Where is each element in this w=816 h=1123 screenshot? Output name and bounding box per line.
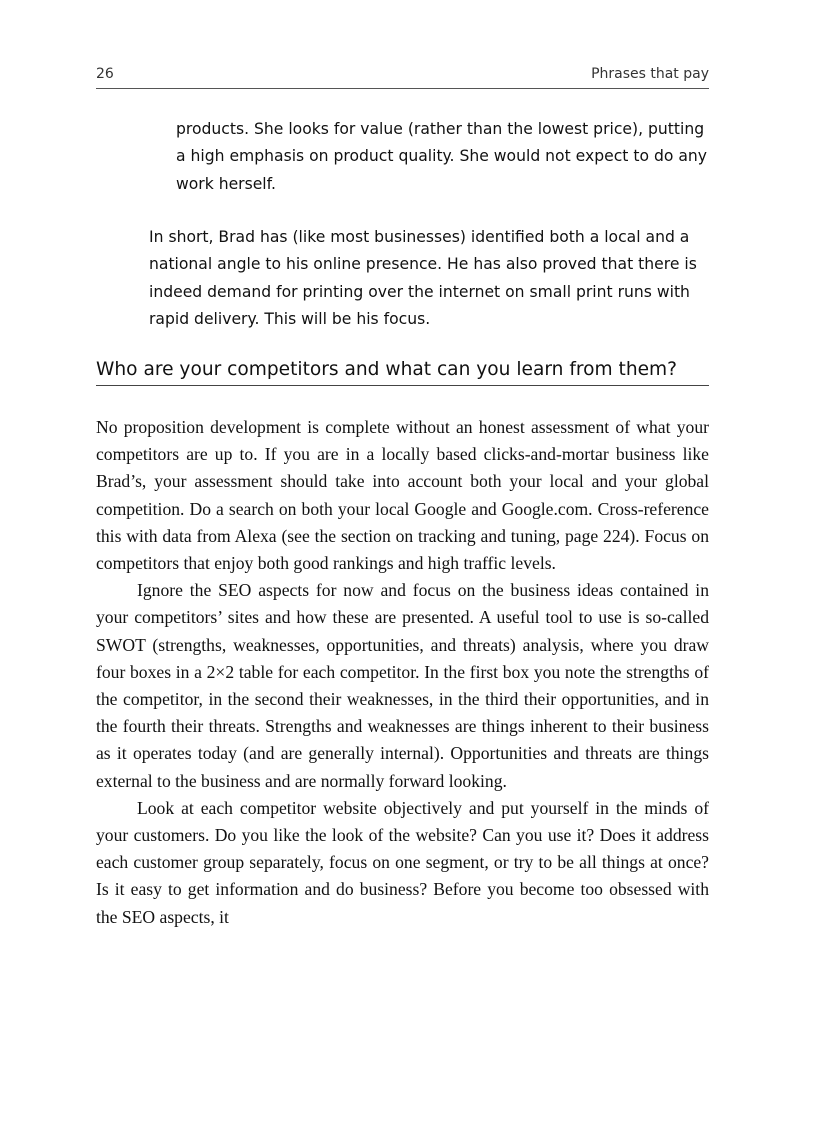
page-number: 26 <box>96 66 114 82</box>
body-paragraph-3: Look at each competitor website objectively and put yourself in the minds of your customers. Do you like the look of the website? Can you use it? Does it address each customer group separately, focus on one segment, or try to be all things at once? Is it easy to get information and do business? Before you become too obsessed with the SEO aspects, it <box>96 797 709 927</box>
body-paragraph-2: Ignore the SEO aspects for now and focus on the business ideas contained in your competitors’ sites and how these are presented. A useful tool to use is so-called SWOT (strengths, weaknesses, opportunities, and threats) analysis, where you draw four boxes in a 2×2 table for each competitor. In the first box you note the strengths of the competitor, in the second their weaknesses, in the third their opportunities, and in the fourth their threats. Strengths and weaknesses are things inherent to their business as it operates today (and are generally internal). Opportunities and threats are things external to the business and are normally forward looking. <box>96 580 709 791</box>
running-head <box>96 66 709 89</box>
indented-quote-continuation <box>176 116 716 198</box>
quote-outer-paragraph: In short, Brad has (like most businesses) identified both a local and a national angle to his online presence. He has also proved that there is indeed demand for printing over the internet on small print runs with rapid delivery. This will be his focus. <box>149 228 697 329</box>
quote-inner-paragraph: products. She looks for value (rather than the lowest price), putting a high emphasis on product quality. She would not expect to do any work herself. <box>176 120 708 193</box>
body-text <box>96 414 709 931</box>
indented-summary-block <box>149 224 715 334</box>
section-heading: Who are your competitors and what can you learn from them? <box>96 357 709 386</box>
body-paragraph-1: No proposition development is complete without an honest assessment of what your competitors are up to. If you are in a locally based clicks-and-mortar business like Brad’s, your assessment should take into account both your local and your global competition. Do a search on both your local Google and Google.com. Cross-reference this with data from Alexa (see the section on tracking and tuning, page 224). Focus on competitors that enjoy both good rankings and high traffic levels. <box>96 417 709 574</box>
chapter-title: Phrases that pay <box>591 66 709 82</box>
